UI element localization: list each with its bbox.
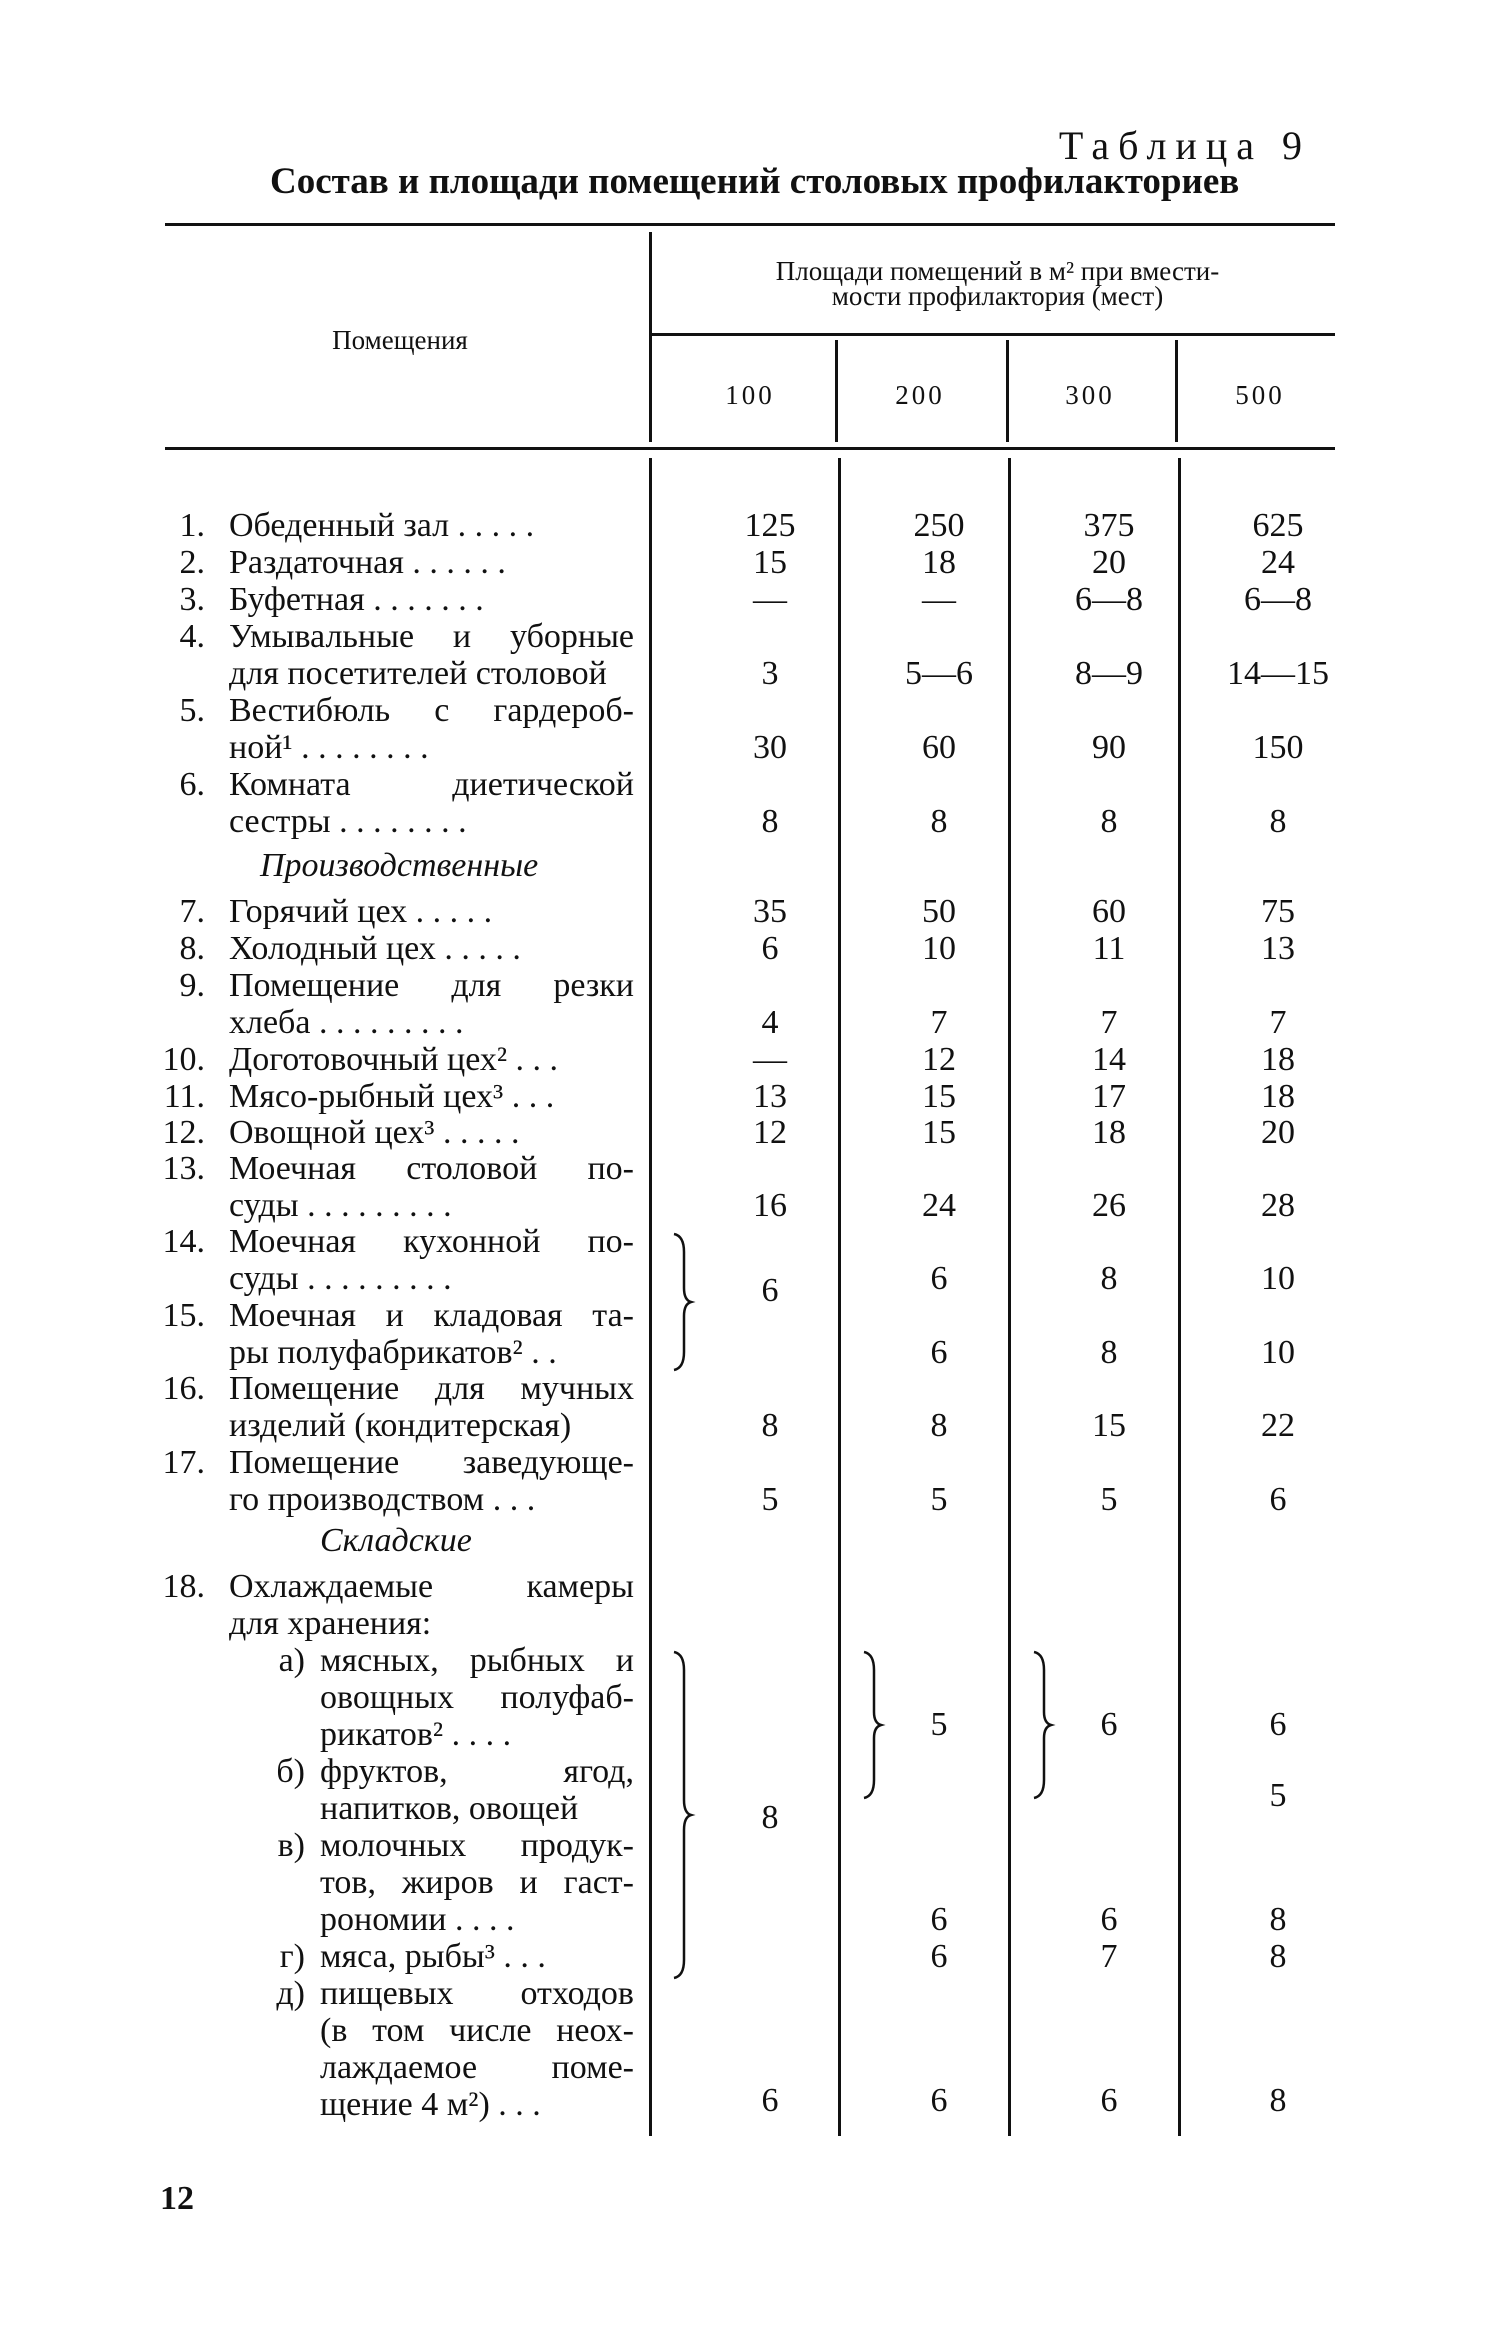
cell-value: — — [753, 1041, 787, 1078]
row-label: Моечная и кладовая та- — [229, 1297, 634, 1334]
cell-value: 6 — [1269, 1706, 1287, 1743]
cell-value: 4 — [761, 1004, 779, 1041]
row-label: Холодный цех . . . . . — [229, 930, 521, 967]
header-areas-line2: мости профилактория (мест) — [831, 281, 1164, 311]
header-capacity-200: 200 — [895, 380, 945, 410]
subrow-label: молочных продук- — [320, 1827, 634, 1864]
row-label: Помещение для резки — [229, 967, 634, 1004]
row-label: Доготовочный цех² . . . — [229, 1041, 559, 1078]
cell-value: 17 — [1092, 1078, 1126, 1115]
cell-value-merged: 8 — [761, 1799, 779, 1836]
cell-value: 24 — [1261, 544, 1295, 581]
row-number: 18. — [162, 1568, 205, 1605]
row-label-cont: хлеба . . . . . . . . . — [229, 1004, 464, 1041]
cell-value: 8 — [1100, 1334, 1118, 1371]
row-label-cont: ной¹ . . . . . . . . — [229, 729, 429, 766]
row-label-cont: для посетителей столовой — [229, 655, 607, 692]
cell-value-merged: 6 — [1100, 1706, 1118, 1743]
cell-value: 60 — [1092, 893, 1126, 930]
row-label-cont: для хранения: — [229, 1605, 432, 1642]
row-label: Овощной цех³ . . . . . — [229, 1114, 520, 1151]
cell-value: 6 — [930, 2082, 948, 2119]
cell-value: 8 — [930, 803, 948, 840]
cell-value: 20 — [1261, 1114, 1295, 1151]
cell-value: 10 — [1261, 1334, 1295, 1371]
cell-value: 14 — [1092, 1041, 1126, 1078]
row-label-cont: суды . . . . . . . . . — [229, 1260, 452, 1297]
row-number: 15. — [162, 1297, 205, 1334]
cell-value: 6 — [930, 1901, 948, 1938]
header-areas-line1: Площади помещений в м² при вмести- — [775, 256, 1220, 286]
cell-value: 24 — [922, 1187, 956, 1224]
row-label: Вестибюль с гардероб- — [229, 692, 634, 729]
cell-value: 8 — [761, 1407, 779, 1444]
cell-value: 75 — [1261, 893, 1295, 930]
cell-value: 50 — [922, 893, 956, 930]
row-number: 6. — [179, 766, 205, 803]
subrow-label-cont: (в том числе неох- — [320, 2012, 634, 2049]
subrow-letter: д) — [276, 1975, 305, 2012]
subrow-label: фруктов, ягод, — [320, 1753, 634, 1790]
cell-value: 6—8 — [1244, 581, 1312, 618]
cell-value: 7 — [1100, 1938, 1118, 1975]
cell-value: 12 — [753, 1114, 787, 1151]
row-number: 3. — [179, 581, 205, 618]
table-number: Таблица 9 — [1058, 123, 1311, 168]
cell-value: 6 — [930, 1334, 948, 1371]
brace-subrows-abvg-100 — [672, 1650, 692, 1980]
cell-value: 15 — [1092, 1407, 1126, 1444]
subrow-label-cont: рикатов² . . . . — [320, 1716, 512, 1753]
row-number: 4. — [179, 618, 205, 655]
row-number: 1. — [179, 507, 205, 544]
page-number: 12 — [160, 2180, 194, 2217]
cell-value: 375 — [1083, 507, 1135, 544]
cell-value: 28 — [1261, 1187, 1295, 1224]
row-label: Буфетная . . . . . . . — [229, 581, 484, 618]
cell-value: 22 — [1261, 1407, 1295, 1444]
row-label: Комната диетической — [229, 766, 634, 803]
cell-value: 15 — [922, 1078, 956, 1115]
subrow-label-cont: рономии . . . . — [320, 1901, 515, 1938]
cell-value: 6 — [930, 1260, 948, 1297]
header-col-divider — [1006, 340, 1009, 442]
cell-value: 8 — [1269, 803, 1287, 840]
section-heading-storage: Складские — [320, 1522, 472, 1559]
cell-value: 18 — [1092, 1114, 1126, 1151]
cell-value: 13 — [753, 1078, 787, 1115]
subrow-label: пищевых отходов — [320, 1975, 634, 2012]
cell-value: 15 — [753, 544, 787, 581]
row-label: Мясо-рыбный цех³ . . . — [229, 1078, 555, 1115]
cell-value: 12 — [922, 1041, 956, 1078]
cell-value: 6—8 — [1075, 581, 1143, 618]
cell-value-merged: 6 — [761, 1272, 779, 1309]
row-number: 14. — [162, 1223, 205, 1260]
cell-value: — — [922, 581, 956, 618]
row-label: Раздаточная . . . . . . — [229, 544, 506, 581]
cell-value: 15 — [922, 1114, 956, 1151]
header-col-divider — [835, 340, 838, 442]
cell-value: 18 — [1261, 1041, 1295, 1078]
cell-value: 8 — [930, 1407, 948, 1444]
cell-value: 625 — [1252, 507, 1304, 544]
subrow-label-cont: овощных полуфаб- — [320, 1679, 634, 1716]
subrow-letter: а) — [278, 1642, 305, 1679]
cell-value: 90 — [1092, 729, 1126, 766]
cell-value: 5—6 — [905, 655, 973, 692]
cell-value: 5 — [1269, 1777, 1287, 1814]
subrow-label-cont: напитков, овощей — [320, 1790, 579, 1827]
row-number: 8. — [179, 930, 205, 967]
row-label-cont: сестры . . . . . . . . — [229, 803, 467, 840]
cell-value-merged: 5 — [930, 1706, 948, 1743]
body-col-divider — [649, 458, 652, 2136]
row-label: Моечная кухонной по- — [229, 1223, 634, 1260]
row-label-cont: ры полуфабрикатов² . . — [229, 1334, 557, 1371]
header-capacity-500: 500 — [1235, 380, 1285, 410]
cell-value: 7 — [930, 1004, 948, 1041]
header-top-rule — [165, 223, 1335, 226]
cell-value: 5 — [1100, 1481, 1118, 1518]
row-label-cont: суды . . . . . . . . . — [229, 1187, 452, 1224]
row-label: Умывальные и уборные — [229, 618, 634, 655]
brace-rows-14-15 — [672, 1232, 692, 1372]
header-bottom-rule — [165, 447, 1335, 450]
cell-value: 6 — [761, 2082, 779, 2119]
header-col-divider — [1175, 340, 1178, 442]
row-label: Помещение заведующе- — [229, 1444, 634, 1481]
cell-value: 16 — [753, 1187, 787, 1224]
cell-value: 8 — [1100, 803, 1118, 840]
row-number: 7. — [179, 893, 205, 930]
cell-value: 30 — [753, 729, 787, 766]
header-capacity-100: 100 — [725, 380, 775, 410]
subrow-letter: г) — [279, 1938, 305, 1975]
cell-value: 6 — [1100, 1901, 1118, 1938]
row-label: Обеденный зал . . . . . — [229, 507, 535, 544]
cell-value: 8 — [761, 803, 779, 840]
cell-value: 125 — [744, 507, 796, 544]
row-label: Моечная столовой по- — [229, 1150, 634, 1187]
cell-value: 26 — [1092, 1187, 1126, 1224]
row-number: 16. — [162, 1370, 205, 1407]
row-label-cont: го производством . . . — [229, 1481, 536, 1518]
subrow-label: мяса, рыбы³ . . . — [320, 1938, 546, 1975]
subrow-label-cont: лаждаемое поме- — [320, 2049, 634, 2086]
cell-value: 8 — [1269, 1901, 1287, 1938]
subrow-label-cont: тов, жиров и гаст- — [320, 1864, 634, 1901]
cell-value: 6 — [930, 1938, 948, 1975]
section-heading-production: Производственные — [260, 847, 539, 884]
row-number: 12. — [162, 1114, 205, 1151]
cell-value: 7 — [1100, 1004, 1118, 1041]
row-number: 5. — [179, 692, 205, 729]
cell-value: 8 — [1269, 1938, 1287, 1975]
cell-value: 35 — [753, 893, 787, 930]
cell-value: 5 — [761, 1481, 779, 1518]
subrow-label-cont: щение 4 м²) . . . — [320, 2086, 541, 2123]
row-label: Охлаждаемые камеры — [229, 1568, 634, 1605]
row-label: Помещение для мучных — [229, 1370, 634, 1407]
cell-value: 11 — [1092, 930, 1126, 967]
header-capacity-300: 300 — [1065, 380, 1115, 410]
cell-value: — — [753, 581, 787, 618]
cell-value: 20 — [1092, 544, 1126, 581]
cell-value: 13 — [1261, 930, 1295, 967]
cell-value: 10 — [1261, 1260, 1295, 1297]
cell-value: 10 — [922, 930, 956, 967]
cell-value: 250 — [913, 507, 965, 544]
cell-value: 3 — [761, 655, 779, 692]
header-rooms: Помещения — [332, 325, 468, 355]
table-title: Состав и площади помещений столовых профилакториев — [270, 161, 1240, 202]
cell-value: 5 — [930, 1481, 948, 1518]
row-label-cont: изделий (кондитерская) — [229, 1407, 572, 1444]
cell-value: 14—15 — [1227, 655, 1329, 692]
cell-value: 8 — [1100, 1260, 1118, 1297]
subrow-letter: в) — [277, 1827, 305, 1864]
cell-value: 150 — [1252, 729, 1304, 766]
row-number: 10. — [162, 1041, 205, 1078]
row-number: 2. — [179, 544, 205, 581]
cell-value: 8—9 — [1075, 655, 1143, 692]
row-number: 17. — [162, 1444, 205, 1481]
row-number: 9. — [179, 967, 205, 1004]
header-mid-rule — [652, 333, 1335, 336]
cell-value: 6 — [1269, 1481, 1287, 1518]
cell-value: 18 — [922, 544, 956, 581]
cell-value: 60 — [922, 729, 956, 766]
header-col-divider — [649, 232, 652, 442]
cell-value: 6 — [1100, 2082, 1118, 2119]
subrow-letter: б) — [276, 1753, 305, 1790]
cell-value: 18 — [1261, 1078, 1295, 1115]
row-number: 13. — [162, 1150, 205, 1187]
cell-value: 6 — [761, 930, 779, 967]
row-label: Горячий цех . . . . . — [229, 893, 493, 930]
cell-value: 8 — [1269, 2082, 1287, 2119]
row-number: 11. — [163, 1078, 205, 1115]
cell-value: 7 — [1269, 1004, 1287, 1041]
subrow-label: мясных, рыбных и — [320, 1642, 634, 1679]
